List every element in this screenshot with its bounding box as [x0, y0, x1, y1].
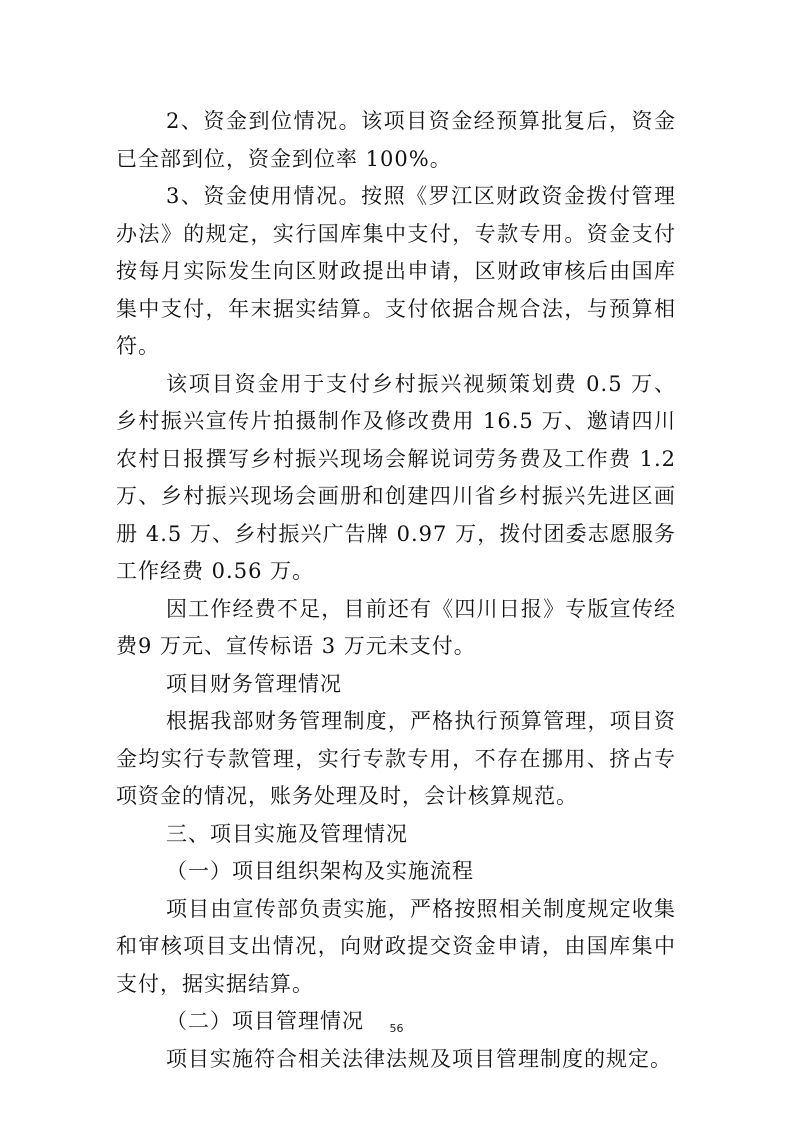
heading-section-three: 三、项目实施及管理情况 — [166, 821, 408, 846]
paragraph-funds-breakdown: 该项目资金用于支付乡村振兴视频策划费 0.5 万、乡村振兴宣传片拍摄制作及修改费用 16.5 万、邀请四川农村日报撰写乡村振兴现场会解说词劳务费及工作费 1.2 万、乡村振兴现场会画册和创建四川省乡村振兴先进区画册 4.5 万、乡村振兴广告牌 0.97 万，拨付团委志愿服务工作经费 0.56 万。 — [116, 371, 676, 583]
paragraph-organization: 项目由宣传部负责实施，严格按照相关制度规定收集和审核项目支出情况，向财政提交资金申请，由国库集中支付，据实据结算。 — [116, 896, 676, 996]
paragraph-financial-management: 根据我部财务管理制度，严格执行预算管理，项目资金均实行专款管理，实行专款专用，不存在挪用、挤占专项资金的情况，账务处理及时，会计核算规范。 — [116, 709, 676, 808]
heading-project-management: （二）项目管理情况 — [166, 1009, 364, 1033]
heading-financial-management: 项目财务管理情况 — [166, 671, 342, 696]
paragraph-funds-usage: 3、资金使用情况。按照《罗江区财政资金拨付管理办法》的规定，实行国库集中支付，专款专用。资金支付按每月实际发生向区财政提出申请，区财政审核后由国库集中支付，年末据实结算。支付依据合规合法，与预算相符。 — [116, 184, 676, 358]
heading-organization: （一）项目组织架构及实施流程 — [166, 859, 474, 883]
page-number: 56 — [389, 1022, 404, 1035]
paragraph-project-management: 项目实施符合相关法律法规及项目管理制度的规定。 — [166, 1046, 672, 1071]
paragraph-funds-arrival: 2、资金到位情况。该项目资金经预算批复后，资金已全部到位，资金到位率 100%。 — [116, 109, 676, 171]
document-body — [116, 103, 676, 1078]
paragraph-unpaid-expenses: 因工作经费不足，目前还有《四川日报》专版宣传经费9 万元、宣传标语 3 万元未支付。 — [116, 596, 676, 658]
